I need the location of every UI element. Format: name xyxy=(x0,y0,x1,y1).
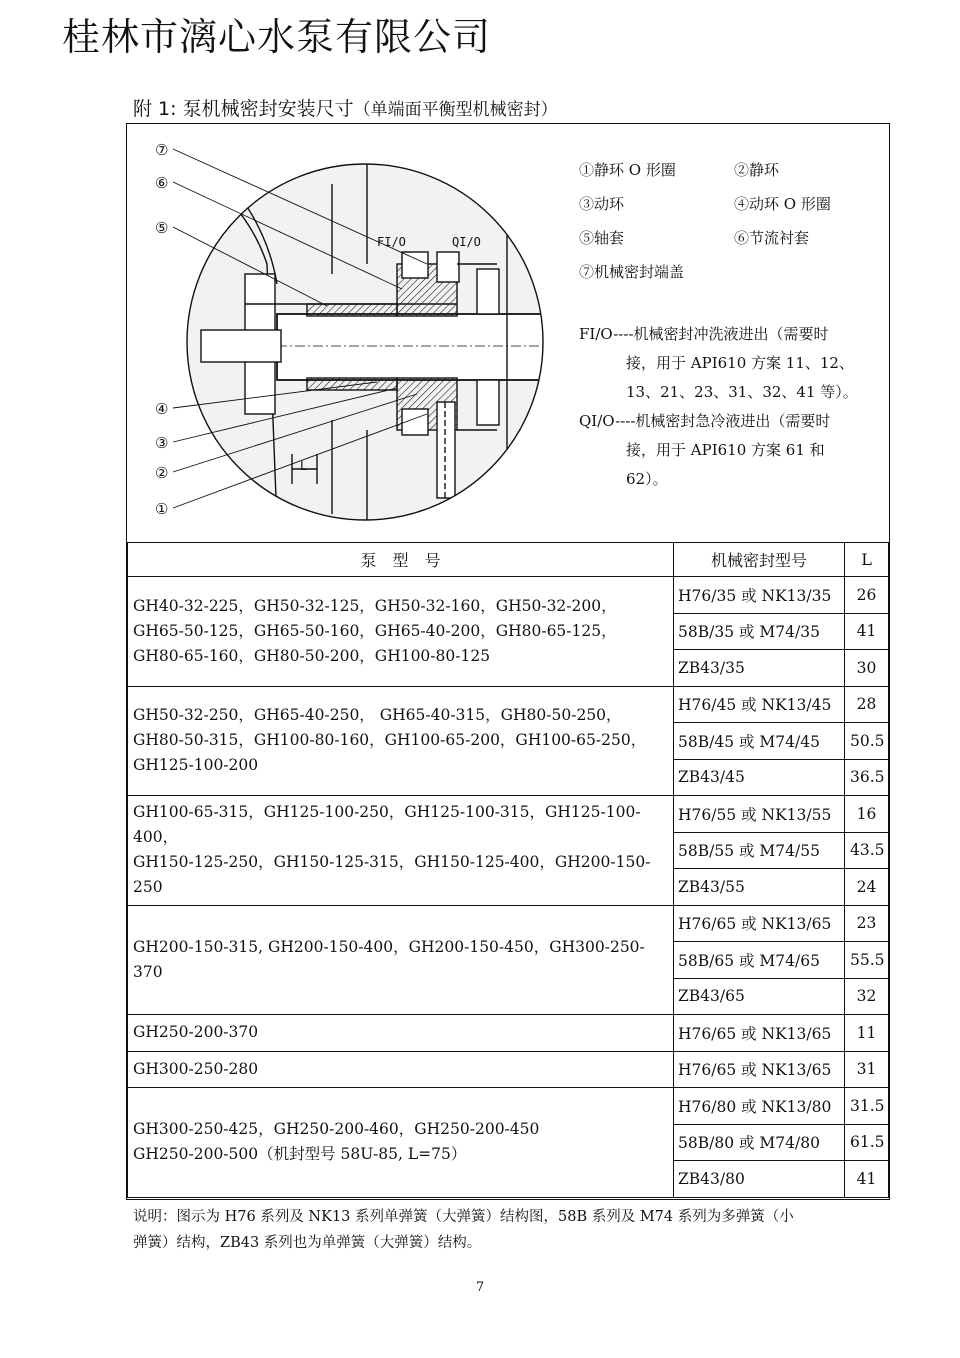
table-body xyxy=(128,577,889,1198)
company-name: 桂林市漓心水泵有限公司 xyxy=(62,15,492,59)
table-row xyxy=(128,1088,889,1125)
callout-3: ③ xyxy=(155,434,169,452)
pump-models-cell xyxy=(128,1051,674,1088)
qi-note-line: 接，用于 API610 方案 61 和 xyxy=(626,441,825,459)
l-value-cell: 28 xyxy=(845,686,889,723)
legend-row xyxy=(579,186,879,220)
pump-model-line: GH80-65-160，GH80-50-200，GH100-80-125 xyxy=(133,646,491,665)
legend-row xyxy=(579,220,879,254)
header-seal-model: 机械密封型号 xyxy=(674,543,845,577)
seal-spec-table xyxy=(127,542,889,1198)
pump-model-line: GH200-150-315, GH200-150-400，GH200-150-450，GH300-250-370 xyxy=(133,937,645,981)
header-pump-model: 泵 型 号 xyxy=(128,543,674,577)
pump-models-cell xyxy=(128,1015,674,1052)
pump-model-line: GH300-250-280 xyxy=(133,1059,259,1078)
legend-item: ②静环 xyxy=(734,160,780,179)
seal-model-cell: 58B/80 或 M74/80 xyxy=(674,1124,845,1161)
l-value-cell: 11 xyxy=(845,1015,889,1052)
page-number: 7 xyxy=(475,1280,485,1295)
seal-model-cell: H76/65 或 NK13/65 xyxy=(674,905,845,942)
seal-model-cell: H76/80 或 NK13/80 xyxy=(674,1088,845,1125)
legend-item: ⑦机械密封端盖 xyxy=(579,262,685,281)
qi-note-line: QI/O----机械密封急冷液进出（需要时 xyxy=(579,412,831,430)
callout-2: ② xyxy=(155,464,169,482)
port-notes xyxy=(579,320,879,494)
pump-models-cell xyxy=(128,1088,674,1198)
pump-model-line: GH250-200-370 xyxy=(133,1023,259,1042)
seal-model-cell: ZB43/45 xyxy=(674,759,845,796)
pump-models-cell xyxy=(128,577,674,687)
l-value-cell: 32 xyxy=(845,978,889,1015)
l-value-cell: 23 xyxy=(845,905,889,942)
fi-note-line: 13、21、23、31、32、41 等）。 xyxy=(626,383,858,401)
seal-model-cell: ZB43/35 xyxy=(674,650,845,687)
pump-model-line: GH50-32-250，GH65-40-250， GH65-40-315，GH80-50-250， xyxy=(133,706,622,725)
qi-note-line: 62）。 xyxy=(626,470,668,488)
l-value-cell: 41 xyxy=(845,613,889,650)
part-legend xyxy=(579,152,879,288)
l-value-cell: 36.5 xyxy=(845,759,889,796)
seal-model-cell: H76/65 或 NK13/65 xyxy=(674,1015,845,1052)
section-title xyxy=(133,94,558,121)
l-value-cell: 31.5 xyxy=(845,1088,889,1125)
qi-port-label: QI/O xyxy=(452,235,481,249)
legend-item: ⑤轴套 xyxy=(579,228,625,247)
table-row xyxy=(128,1015,889,1052)
section-subtitle: （单端面平衡型机械密封） xyxy=(353,100,558,120)
callout-1: ① xyxy=(155,500,169,518)
l-value-cell: 24 xyxy=(845,869,889,906)
seal-cross-section-drawing xyxy=(127,124,577,542)
seal-model-cell: H76/45 或 NK13/45 xyxy=(674,686,845,723)
footnote-line: 说明：图示为 H76 系列及 NK13 系列单弹簧（大弹簧）结构图，58B 系列及 M74 系列为多弹簧（小 xyxy=(133,1209,794,1225)
table-row xyxy=(128,796,889,833)
pump-model-line: GH150-125-250，GH150-125-315，GH150-125-400，GH200-150-250 xyxy=(133,853,651,897)
pump-model-line: GH65-50-125，GH65-50-160，GH65-40-200，GH80-65-125， xyxy=(133,621,617,640)
l-value-cell: 61.5 xyxy=(845,1124,889,1161)
header-l: L xyxy=(845,543,889,577)
seal-model-cell: H76/55 或 NK13/55 xyxy=(674,796,845,833)
l-value-cell: 16 xyxy=(845,796,889,833)
table-row xyxy=(128,905,889,942)
seal-figure xyxy=(127,124,888,542)
legend-item: ④动环 O 形圈 xyxy=(734,194,831,213)
table-header-row xyxy=(128,543,889,577)
callout-5: ⑤ xyxy=(155,219,169,237)
seal-model-cell: ZB43/65 xyxy=(674,978,845,1015)
pump-model-line: GH125-100-200 xyxy=(133,756,259,775)
fi-note-line: 接，用于 API610 方案 11、12、 xyxy=(626,354,854,372)
seal-model-cell: 58B/45 或 M74/45 xyxy=(674,723,845,760)
seal-model-cell: H76/65 或 NK13/65 xyxy=(674,1051,845,1088)
seal-model-cell: 58B/55 或 M74/55 xyxy=(674,832,845,869)
l-value-cell: 30 xyxy=(845,650,889,687)
legend-item: ③动环 xyxy=(579,194,625,213)
legend-row xyxy=(579,254,879,288)
l-value-cell: 55.5 xyxy=(845,942,889,979)
fi-port-label: FI/O xyxy=(377,235,406,249)
seal-model-cell: 58B/65 或 M74/65 xyxy=(674,942,845,979)
pump-model-line: GH80-50-315，GH100-80-160，GH100-65-200，GH100-65-250， xyxy=(133,731,647,750)
pump-models-cell xyxy=(128,796,674,906)
table-row xyxy=(128,1051,889,1088)
legend-item: ⑥节流衬套 xyxy=(734,228,810,247)
dimension-l-label: L xyxy=(300,459,308,473)
l-value-cell: 26 xyxy=(845,577,889,614)
fi-note-line: FI/O----机械密封冲洗液进出（需要时 xyxy=(579,325,829,343)
callout-6: ⑥ xyxy=(155,174,169,192)
pump-model-line: GH40-32-225，GH50-32-125，GH50-32-160，GH50-32-200， xyxy=(133,596,617,615)
table-row xyxy=(128,686,889,723)
section-title-main: 附 1: 泵机械密封安装尺寸 xyxy=(133,98,354,120)
pump-models-cell xyxy=(128,905,674,1015)
table-row xyxy=(128,577,889,614)
callout-7: ⑦ xyxy=(155,141,169,159)
callout-4: ④ xyxy=(155,400,169,418)
pump-model-line: GH100-65-315，GH125-100-250，GH125-100-315，GH125-100-400， xyxy=(133,803,641,847)
pump-model-line: GH250-200-500（机封型号 58U-85, L=75） xyxy=(133,1145,467,1164)
legend-item: ①静环 O 形圈 xyxy=(579,160,676,179)
footnote-line: 弹簧）结构，ZB43 系列也为单弹簧（大弹簧）结构。 xyxy=(133,1235,482,1251)
legend-row xyxy=(579,152,879,186)
l-value-cell: 43.5 xyxy=(845,832,889,869)
content-frame xyxy=(126,123,890,1200)
l-value-cell: 50.5 xyxy=(845,723,889,760)
pump-models-cell xyxy=(128,686,674,796)
seal-model-cell: ZB43/80 xyxy=(674,1161,845,1198)
seal-model-cell: 58B/35 或 M74/35 xyxy=(674,613,845,650)
pump-model-line: GH300-250-425，GH250-200-460，GH250-200-450 xyxy=(133,1120,540,1139)
seal-model-cell: H76/35 或 NK13/35 xyxy=(674,577,845,614)
footnote xyxy=(133,1204,893,1256)
l-value-cell: 31 xyxy=(845,1051,889,1088)
seal-model-cell: ZB43/55 xyxy=(674,869,845,906)
l-value-cell: 41 xyxy=(845,1161,889,1198)
